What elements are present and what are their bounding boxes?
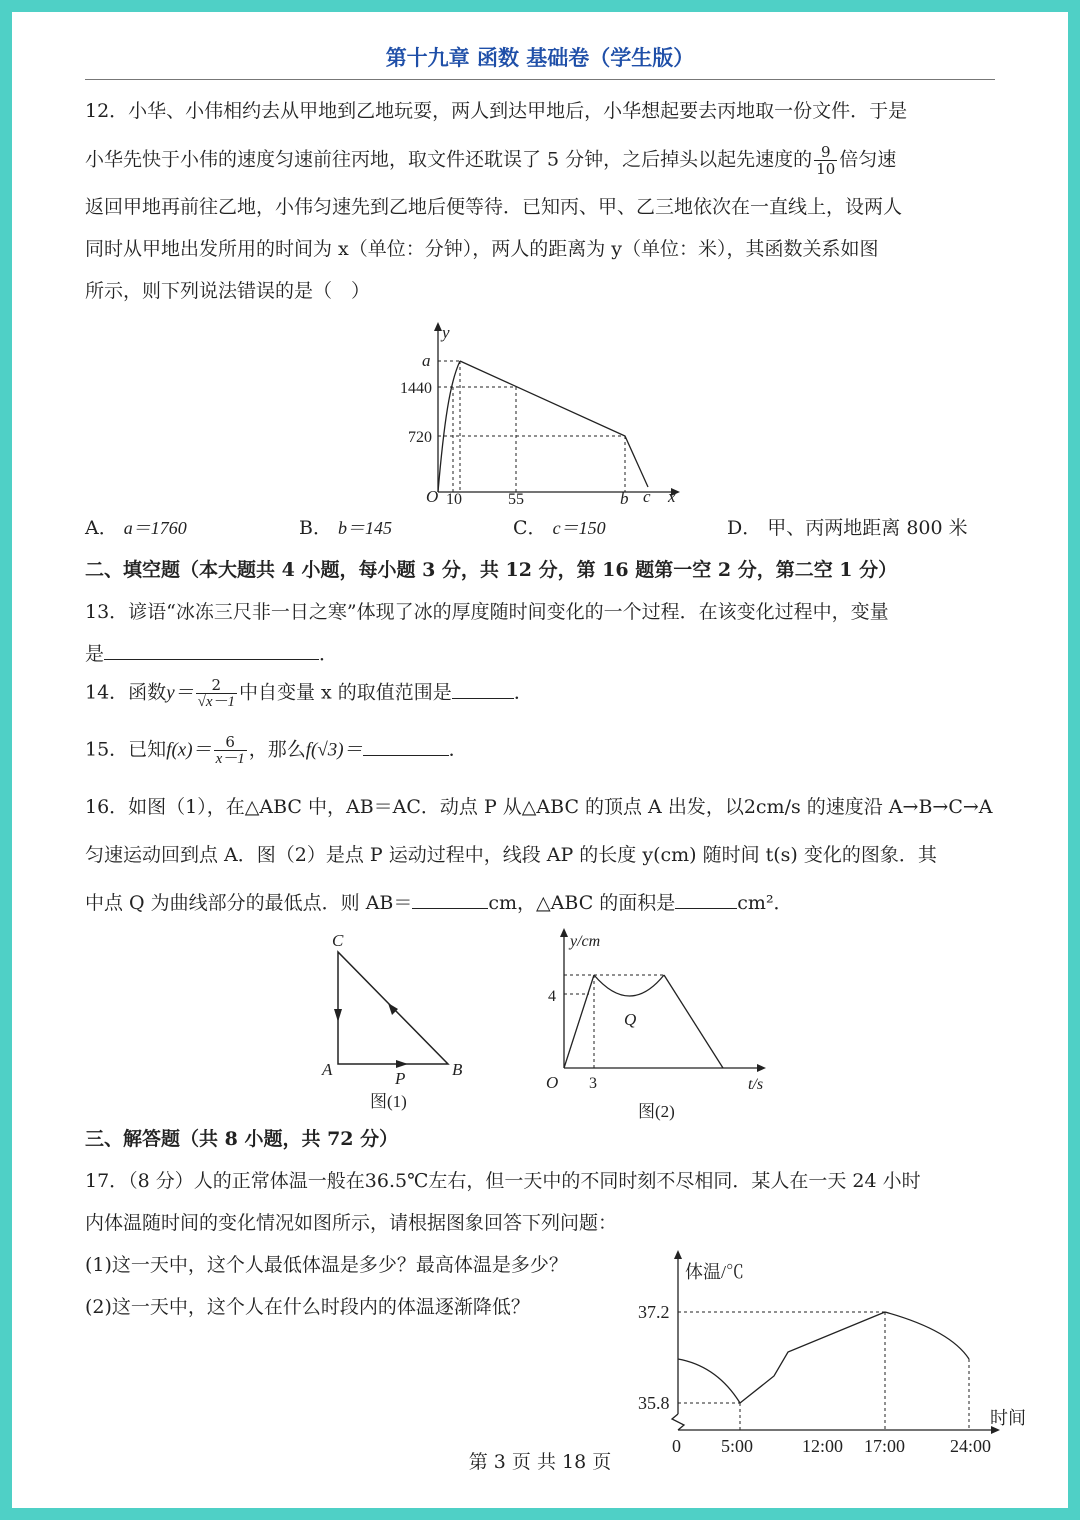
- q15-line: [85, 734, 468, 767]
- q17-curve-rise: [740, 1312, 885, 1403]
- q16-line3b: cm，△ABC 的面积是: [488, 892, 676, 914]
- arrow-c-to-a: [334, 1009, 342, 1022]
- header-rule: [85, 79, 995, 80]
- fig2-y-label: y/cm: [570, 933, 601, 950]
- page-header-title: 第十九章 函数 基础卷（学生版）: [385, 46, 695, 70]
- option-b-label: B．: [299, 517, 332, 539]
- q17-axis-break: [672, 1414, 684, 1430]
- option-d-text: 甲、丙两地距离 800 米: [767, 517, 968, 539]
- q14-function: y＝: [166, 682, 194, 704]
- fig2-y-tick-4: 4: [548, 988, 556, 1005]
- q15-function-value: f(√3)＝: [305, 739, 363, 761]
- q14-num: 2: [196, 677, 237, 694]
- q14-answer-blank: [452, 697, 514, 699]
- q12-x-tick-10: 10: [446, 491, 462, 508]
- section3-title: 三、解答题（共 8 小题，共 72 分）: [85, 1128, 399, 1150]
- q12-option-d: [727, 513, 968, 540]
- q12-line3: 返回甲地再前往乙地，小伟匀速先到乙地后便等待．已知丙、甲、乙三地依次在一直线上，设两人: [85, 196, 903, 218]
- q12-curve-rise: [438, 361, 460, 492]
- fig2-point-q-label: Q: [624, 1010, 637, 1029]
- q15-fraction: [214, 734, 247, 767]
- q17-sub1: (1)这一天中，这个人最低体温是多少？最高体温是多少？: [85, 1254, 568, 1276]
- q14-line: [85, 677, 533, 710]
- q12-decline-line: [460, 361, 648, 487]
- figure1-caption: 图(1): [370, 1092, 407, 1111]
- q12-fraction: [814, 144, 837, 177]
- q16-line3: [85, 888, 793, 915]
- q17-y-arrow: [674, 1250, 682, 1259]
- q17-x-label: 时间: [990, 1408, 1026, 1428]
- q16-area-blank: [675, 907, 737, 909]
- q12-x-tick-55: 55: [508, 491, 524, 508]
- fig2-y-arrow: [560, 928, 568, 937]
- exam-page: [12, 12, 1068, 1508]
- q12-option-c: [513, 513, 606, 540]
- arrow-a-to-b: [396, 1060, 408, 1068]
- q12-line4: 同时从甲地出发所用的时间为 x（单位：分钟），两人的距离为 y（单位：米），其函数关系如图: [85, 238, 879, 260]
- fig2-x-label: t/s: [748, 1076, 764, 1093]
- q12-x-tick-c: c: [643, 487, 651, 506]
- q14-pre: 14．函数: [85, 681, 167, 704]
- arrow-b-to-c: [388, 1003, 398, 1015]
- q12-guide-lines: [438, 361, 625, 492]
- q12-graph: [392, 312, 692, 512]
- q12-line2: [85, 144, 896, 177]
- q17-line1: 17．（8 分）人的正常体温一般在36.5℃左右，但一天中的不同时刻不尽相同．某人在一天 24 小时: [85, 1170, 921, 1192]
- fig2-fall-line: [664, 975, 723, 1068]
- fig2-origin-label: O: [546, 1073, 559, 1092]
- q15-den: x－1: [215, 751, 245, 767]
- fig2-rise-line: [564, 975, 594, 1068]
- q15-pre: 15．已知: [85, 738, 167, 761]
- vertex-c-label: C: [332, 931, 344, 950]
- q13-end: ．: [319, 643, 339, 665]
- q17-line2: 内体温随时间的变化情况如图所示，请根据图象回答下列问题：: [85, 1212, 618, 1234]
- q17-y-tick-37-2: 37.2: [638, 1302, 670, 1322]
- q12-line1: 12．小华、小伟相约去从甲地到乙地玩耍，两人到达甲地后，小华想起要去丙地取一份文件．于是: [85, 100, 908, 122]
- fig2-x-tick-3: 3: [589, 1075, 597, 1092]
- q16-line1: 16．如图（1），在△ABC 中，AB＝AC．动点 P 从△ABC 的顶点 A 出发，以2cm/s 的速度沿 A→B→C→A: [85, 796, 993, 818]
- q12-line5: 所示，则下列说法错误的是（ ）: [85, 280, 371, 302]
- q15-end: ．: [448, 738, 468, 761]
- q17-x-tick-0: 0: [672, 1436, 681, 1456]
- q17-x-tick-5: 5:00: [721, 1436, 754, 1456]
- option-a-label: A．: [85, 517, 118, 539]
- q12-line2a: 小华先快于小伟的速度匀速前往丙地，取文件还耽误了 5 分钟，之后掉头以起先速度的: [85, 148, 813, 171]
- option-a-text: a＝1760: [123, 518, 187, 538]
- q16-line3c: cm²．: [737, 892, 793, 914]
- q17-curve-decline: [678, 1359, 740, 1403]
- q15-answer-blank: [363, 754, 449, 756]
- fig2-x-arrow: [757, 1064, 766, 1072]
- q12-origin-label: O: [426, 487, 439, 506]
- q12-frac-den: 10: [816, 160, 836, 178]
- vertex-a-label: A: [322, 1060, 333, 1079]
- q17-guide-lines: [678, 1312, 969, 1430]
- section2-title: 二、填空题（本大题共 4 小题，每小题 3 分，共 12 分，第 16 题第一空 2 分，第二空 1 分）: [85, 559, 898, 581]
- q12-x-label: x: [668, 487, 676, 506]
- q16-line3a: 中点 Q 为曲线部分的最低点．则 AB＝: [85, 892, 413, 914]
- q16-ab-blank: [412, 907, 488, 909]
- q12-frac-num: 9: [814, 144, 837, 161]
- q14-end: ．: [513, 681, 533, 704]
- q12-y-label: y: [442, 323, 450, 342]
- q16-line2: 匀速运动回到点 A．图（2）是点 P 运动过程中，线段 AP 的长度 y(cm) 随时间 t(s) 变化的图象．其: [85, 844, 937, 866]
- q12-y-tick-a: a: [422, 351, 431, 370]
- fig2-curve: [594, 975, 664, 996]
- q17-y-label: 体温/℃: [685, 1262, 745, 1282]
- q12-x-tick-b: b: [620, 489, 629, 508]
- option-c-text: c＝150: [552, 518, 606, 538]
- q17-y-tick-35-8: 35.8: [638, 1393, 670, 1413]
- q12-option-b: [299, 513, 392, 540]
- vertex-b-label: B: [452, 1060, 463, 1079]
- q12-y-arrow: [434, 322, 442, 331]
- option-c-label: C．: [513, 517, 547, 539]
- figure2-caption: 图(2): [638, 1102, 675, 1121]
- option-d-label: D．: [727, 517, 762, 539]
- q14-post: 中自变量 x 的取值范围是: [239, 681, 452, 704]
- q12-y-tick-1440: 1440: [400, 380, 432, 397]
- q15-num: 6: [214, 734, 247, 751]
- q17-x-tick-17: 17:00: [864, 1436, 906, 1456]
- option-b-text: b＝145: [338, 518, 393, 538]
- q12-y-tick-720: 720: [408, 429, 432, 446]
- q15-mid: ，那么: [248, 738, 306, 761]
- q13-line1: 13．谚语“冰冻三尺非一日之寒”体现了冰的厚度随时间变化的一个过程．在该变化过程中，变量: [85, 601, 889, 623]
- q17-temperature-graph: [632, 1244, 1032, 1456]
- q13-line2-text: 是: [85, 643, 105, 665]
- q14-fraction: [196, 677, 237, 710]
- q13-answer-blank: [104, 658, 319, 660]
- q16-figure2-graph: [542, 922, 782, 1121]
- q17-x-tick-24: 24:00: [950, 1436, 992, 1456]
- q17-curve-evening: [885, 1312, 969, 1359]
- q15-function: f(x)＝: [166, 739, 212, 761]
- q12-option-a: [85, 513, 187, 540]
- page-footer: 第 3 页 共 18 页: [468, 1451, 612, 1473]
- q17-sub2: (2)这一天中，这个人在什么时段内的体温逐渐降低？: [85, 1296, 530, 1318]
- q13-line2: [85, 639, 338, 666]
- q12-line2b: 倍匀速: [839, 148, 897, 171]
- q17-x-tick-12: 12:00: [802, 1436, 844, 1456]
- q14-den: √x－1: [197, 694, 236, 710]
- point-p-label: P: [395, 1069, 406, 1088]
- q16-figure1-triangle: [312, 927, 492, 1117]
